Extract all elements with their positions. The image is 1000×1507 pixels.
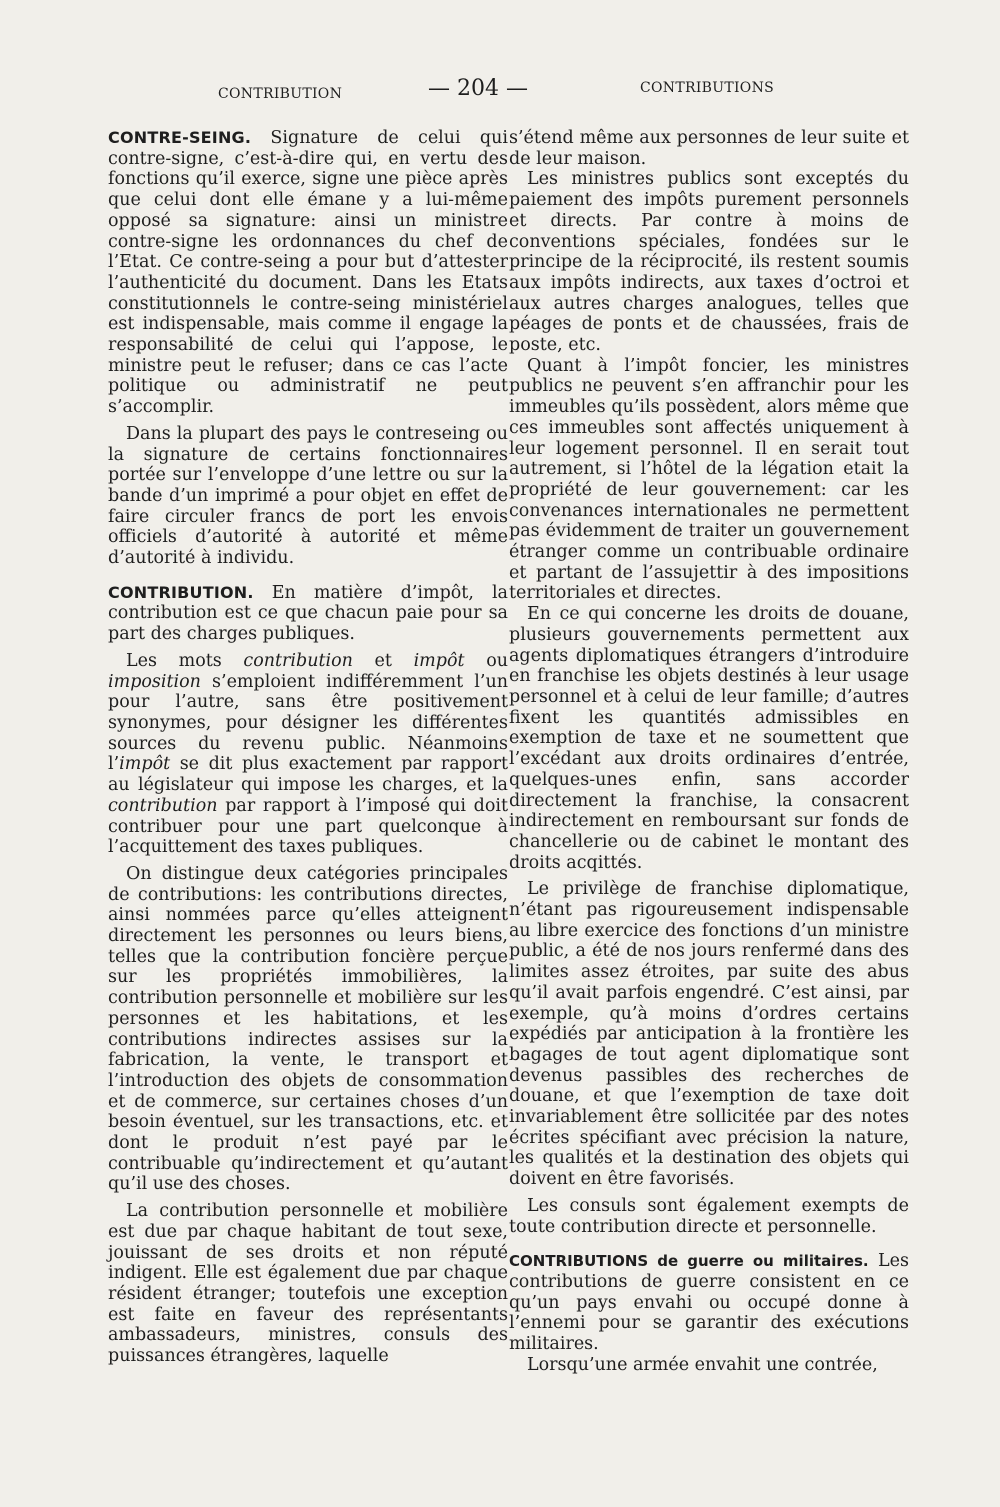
- text-run: se dit plus exactement par rapport au législateur qui impose les charges, et la: [108, 754, 508, 796]
- italic-term: impôt: [119, 754, 171, 775]
- paragraph: En ce qui concerne les droits de douane, plusieurs gouvernements permettent aux agents diplomatiques étrangers d’introduire en franchise les objets destinés à leur usage personnel et à celui de leur famille; d’autres fixent les quantités admissibles en exemption de taxe et ne soumettent que l’excédant aux droits ordinaires d’entrée, quelques-unes enfin, sans accorder directement la franchise, la consacrent indirectement en remboursant sur fonds de chancellerie ou de cabinet le montant des droits acqittés.: [509, 604, 909, 873]
- paragraph: Lorsqu’une armée envahit une contrée,: [527, 1354, 878, 1375]
- paragraph: s’étend même aux personnes de leur suite et de leur maison.: [509, 128, 909, 169]
- text-run: s’emploient indifféremment l’un pour l’autre, sans être positivement synonymes, pour désigner les différentes sources du revenu public. Néanmoins l’: [108, 671, 508, 775]
- text-run: et: [352, 650, 414, 671]
- running-head: [212, 76, 782, 102]
- text-run: par rapport à l’imposé qui doit contribuer pour une part quelconque à l’acquittement des taxes publiques.: [108, 795, 508, 858]
- page-number: — 204 —: [428, 76, 528, 101]
- paragraph: Les consuls sont également exempts de toute contribution directe et personnelle.: [509, 1195, 909, 1237]
- italic-term: contribution: [243, 650, 353, 671]
- right-column: [509, 128, 909, 1375]
- entry-text: En matière d’impôt, la contribution est ce que chacun paie pour sa part des charges publiques.: [108, 582, 508, 645]
- entry-text: Les contributions de guerre consistent en ce qu’un pays envahi ou occupé donne à l’ennemi pour se garantir des exécutions militaires.: [509, 1251, 909, 1355]
- entry-heading: CONTRIBUTION.: [108, 582, 254, 602]
- text-run: ou: [464, 650, 508, 671]
- italic-term: contribution: [108, 795, 218, 816]
- paragraph: [108, 651, 508, 858]
- entry-heading: CONTRIBUTIONS de guerre ou militaires.: [509, 1252, 869, 1271]
- italic-term: imposition: [108, 671, 201, 692]
- entry-heading: CONTRE-SEING.: [108, 128, 252, 147]
- running-head-left: CONTRIBUTION: [218, 86, 343, 102]
- paragraph: La contribution personnelle et mobilière est due par chaque habitant de tout sexe, jouissant de ses droits et non réputé indigent. Elle est également due par chaque résident étranger; toutefois une exception est faite en faveur des représentants ambassadeurs, ministres, consuls des puissances étrangères, laquelle: [108, 1201, 508, 1367]
- entry-contribution: [108, 583, 508, 645]
- paragraph: Dans la plupart des pays le contreseing ou la signature de certains fonctionnaires portée sur l’enveloppe d’une lettre ou sur la bande d’un imprimé a pour objet en effet de faire circuler francs de port les envois officiels d’autorité à autorité et même d’autorité à individu.: [108, 423, 508, 569]
- paragraph: On distingue deux catégories principales de contributions: les contributions directes, ainsi nommées parce qu’elles atteignent directement les personnes ou leurs biens, telles que la contribution foncière perçue sur les propriétés immobilières, la contribution personnelle et mobilière sur les personnes et les habitations, et les contributions indirectes assises sur la fabrication, la vente, le transport et l’introduction des objets de consommation et de commerce, sur certaines choses d’un besoin éventuel, sur les transactions, etc. et dont le produit n’est payé par le contribuable qu’indirectement et qu’autant qu’il use des choses.: [108, 863, 508, 1195]
- paragraph: Quant à l’impôt foncier, les ministres publics ne peuvent s’en affranchir pour les immeubles qu’ils possèdent, alors même que ces immeubles sont affectés uniquement à leur logement personnel. Il en serait tout autrement, si l’hôtel de la légation etait la propriété de leur gouvernement: car les convenances internationales ne permettent pas évidemment de traiter un gouvernement étranger comme un contribuable ordinaire et partant de l’assujettir à des impositions territoriales et directes.: [509, 355, 909, 604]
- italic-term: impôt: [413, 650, 465, 671]
- entry-contributions-de-guerre: [509, 1251, 909, 1355]
- entry-text: Signature de celui qui contre-signe, c’est-à-dire qui, en vertu des fonctions qu’il exerce, signe une pièce après que celui dont elle émane y a lui-même opposé sa signature: ainsi un ministre contre-signe les ordonnances du chef de l’Etat. Ce contre-seing a pour but d’attester l’authenticité du document. Dans les Etats constitutionnels le contre-seing ministériel est indispensable, mais comme il engage la responsabilité de celui qui l’appose, le ministre peut le refuser; dans ce cas l’acte politique ou administratif ne peut s’accomplir.: [108, 128, 508, 418]
- paragraph: Les ministres publics sont exceptés du paiement des impôts purement personnels et directs. Par contre à moins de conventions spéciales, fondées sur le principe de la réciprocité, ils restent soumis aux impôts indirects, aux taxes d’octroi et aux autres charges analogues, telles que péages de ponts et de chaussées, frais de poste, etc.: [509, 169, 909, 356]
- running-head-right: CONTRIBUTIONS: [640, 80, 775, 96]
- entry-contre-seing: [108, 128, 508, 418]
- text-run: Les mots: [126, 650, 244, 671]
- paragraph: Le privilège de franchise diplomatique, n’étant pas rigoureusement indispensable au libre exercice des fonctions d’un ministre public, a été de nos jours renfermé dans des limites assez étroites, par suite des abus qu’il avait parfois engendré. C’est ainsi, par exemple, qu’à moins d’ordres certains expédiés par anticipation à la frontière les bagages de tout agent diplomatique sont devenus passibles des recherches de douane, et que l’exemption de taxe doit invariablement être sollicitée par des notes écrites spécifiant avec précision la nature, les qualités et la destination des objets qui doivent en être favorisés.: [509, 879, 909, 1190]
- left-column: [108, 128, 508, 1367]
